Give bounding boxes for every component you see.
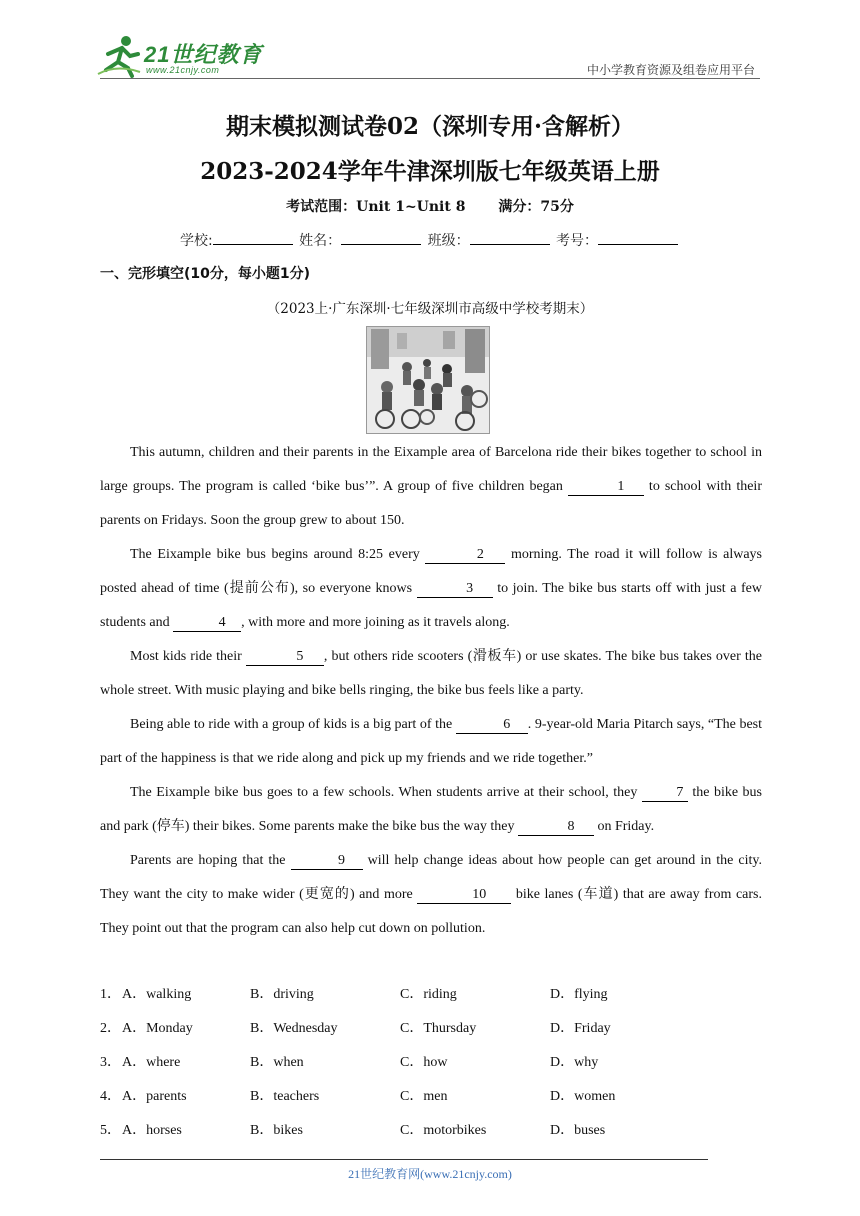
option-a: A．parents — [122, 1089, 187, 1104]
scope-range: 考试范围：Unit 1~Unit 8 — [286, 199, 466, 215]
paragraph-1: This autumn, children and their parents in the Eixample area of Barcelona ride their bikes together to school in large groups. The program is called ‘bike bus’”. A group of five children began 1 to school with their parents on Fridays. Soon the group grew to about 150. — [100, 445, 762, 528]
school-label: 学校: — [179, 233, 213, 249]
full-score: 满分：75分 — [498, 199, 574, 215]
exam-subtitle: 2023-2024学年牛津深圳版七年级英语上册 — [200, 158, 660, 185]
option-a: A．Monday — [122, 1021, 193, 1036]
option-row-1: 1． A．walking B．driving C．riding D．flying — [100, 978, 762, 1012]
option-d: D．buses — [550, 1123, 606, 1138]
cloze-passage — [100, 436, 762, 946]
paragraph-2: The Eixample bike bus begins around 8:25 every 2 morning. The road it will follow is always posted ahead of time (提前公布), so everyone knows 3 to join. The bike bus starts off with just a few students and 4 , with more and more joining as it travels along. — [100, 547, 762, 630]
question-source: （2023上·广东深圳·七年级深圳市高级中学校考期末） — [266, 301, 594, 317]
option-d: D．why — [550, 1055, 599, 1070]
option-a: A．horses — [122, 1123, 182, 1138]
class-blank — [470, 232, 550, 245]
option-d: D．Friday — [550, 1021, 611, 1036]
blank-4: 4 — [173, 615, 241, 632]
option-b: B．bikes — [250, 1123, 303, 1138]
header-divider — [100, 78, 760, 79]
name-blank — [341, 232, 421, 245]
section-title: 一、完形填空(10分，每小题1分) — [100, 266, 311, 282]
logo-url: www.21cnjy.com — [146, 65, 220, 75]
option-row-5: 5． A．horses B．bikes C．motorbikes D．buses — [100, 1114, 762, 1148]
paragraph-5: The Eixample bike bus goes to a few schools. When students arrive at their school, they 7 the bike bus and park (停车) their bikes. Some parents make the bike bus the way they 8 on Friday. — [100, 785, 762, 834]
paragraph-4: Being able to ride with a group of kids is a big part of the 6 . 9-year-old Maria Pitarch says, “The best part of the happiness is that we ride along and pick up my friends and we ride together.” — [100, 717, 763, 766]
option-a: A．walking — [122, 987, 192, 1002]
number-label: 考号： — [556, 233, 599, 249]
option-b: B．driving — [250, 987, 314, 1002]
option-c: C．Thursday — [400, 1021, 477, 1036]
option-d: D．women — [550, 1089, 616, 1104]
option-row-2: 2． A．Monday B．Wednesday C．Thursday D．Friday — [100, 1012, 762, 1046]
exam-title: 期末模拟测试卷02（深圳专用·含解析） — [225, 113, 634, 140]
option-a: A．where — [122, 1055, 181, 1070]
logo-text: 21世纪教育 — [144, 42, 263, 67]
blank-1: 1 — [568, 479, 644, 496]
footer-link[interactable]: 21世纪教育网(www.21cnjy.com) — [348, 1167, 512, 1181]
option-b: B．Wednesday — [250, 1021, 338, 1036]
option-row-3: 3． A．where B．when C．how D．why — [100, 1046, 762, 1080]
blank-10: 10 — [417, 887, 511, 904]
runner-logo-icon — [96, 34, 142, 78]
street-scene-image — [367, 327, 489, 433]
option-c: C．riding — [400, 987, 457, 1002]
option-row-4: 4． A．parents B．teachers C．men D．women — [100, 1080, 762, 1114]
blank-7: 7 — [642, 785, 688, 802]
option-b: B．when — [250, 1055, 304, 1070]
school-blank — [213, 232, 293, 245]
option-c: C．motorbikes — [400, 1123, 487, 1138]
number-blank — [598, 232, 678, 245]
student-info — [0, 230, 860, 250]
option-b: B．teachers — [250, 1089, 320, 1104]
option-c: C．men — [400, 1089, 448, 1104]
option-d: D．flying — [550, 987, 608, 1002]
bike-bus-photo — [366, 326, 490, 434]
blank-8: 8 — [518, 819, 594, 836]
name-label: 姓名： — [299, 233, 342, 249]
answer-options — [100, 978, 762, 1148]
exam-scope — [0, 196, 860, 216]
blank-9: 9 — [291, 853, 363, 870]
platform-label: 中小学教育资源及组卷应用平台 — [586, 63, 755, 77]
blank-2: 2 — [425, 547, 505, 564]
blank-3: 3 — [417, 581, 493, 598]
blank-6: 6 — [456, 717, 528, 734]
site-logo — [96, 34, 266, 80]
paragraph-3: Most kids ride their 5 , but others ride scooters (滑板车) or use skates. The bike bus takes over the whole street. With music playing and bike bells ringing, the bike bus feels like a party. — [100, 649, 763, 698]
footer-divider — [100, 1159, 708, 1160]
blank-5: 5 — [246, 649, 324, 666]
paragraph-6: Parents are hoping that the 9 will help change ideas about how people can get around in the city. They want the city to make wider (更宽的) and more 10 bike lanes (车道) that are away from cars. They point out that the program can also help cut down on pollution. — [100, 853, 762, 936]
class-label: 班级： — [427, 233, 470, 249]
option-c: C．how — [400, 1055, 448, 1070]
